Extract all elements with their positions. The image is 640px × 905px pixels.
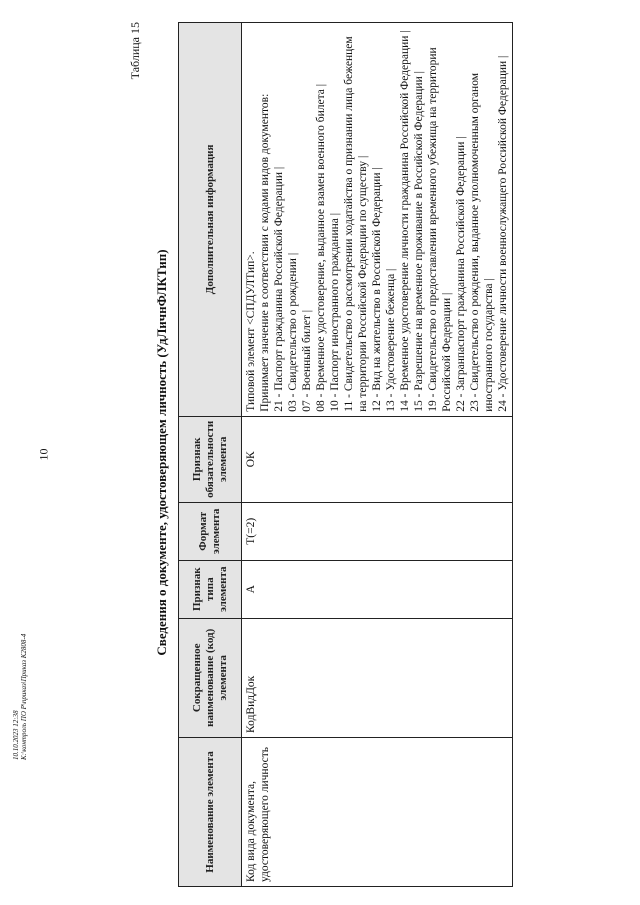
footer-note	[12, 634, 28, 760]
header-element-code: Сокращенное наименование (код) элемента	[179, 618, 242, 737]
document-table	[178, 22, 513, 887]
info-line: 23 - Свидетельство о рождении, выданное уполномоченным органом иностранного государства |	[469, 72, 495, 412]
cell-element-code: КодВидДок	[242, 618, 513, 737]
info-line: 19 - Свидетельство о предоставлении временного убежища на территории Российской Федерации |	[427, 47, 453, 412]
table-header-row	[179, 23, 242, 887]
cell-element-format: T(=2)	[242, 502, 513, 560]
header-element-format: Формат элемента	[179, 502, 242, 560]
cell-element-name: Код вида документа, удостоверяющего личность	[242, 737, 513, 886]
table-row	[242, 23, 513, 887]
info-line: 12 - Вид на жительство в Российской Федерации |	[371, 167, 383, 412]
info-line: 24 - Удостоверение личности военнослужащего Российской Федерации |	[497, 55, 509, 412]
table-label: Таблица 15	[128, 22, 142, 80]
page-number: 10	[36, 448, 51, 461]
info-line: 14 - Временное удостоверение личности гражданина Российской Федерации |	[399, 30, 411, 412]
info-line: Типовой элемент <СПДУЛТип>.	[245, 251, 257, 412]
header-additional-info: Дополнительная информация	[179, 23, 242, 417]
footer-line-2: К:\контроль ПО Р\приказ\Приказ К2808-4	[20, 633, 28, 760]
info-line: 21 - Паспорт гражданина Российской Федерации |	[273, 166, 285, 412]
info-line: 22 - Загранпаспорт гражданина Российской Федерации |	[455, 136, 467, 412]
table-caption: Сведения о документе, удостоверяющем личность (УдЛичнФЛКТип)	[154, 249, 169, 656]
cell-additional-info	[242, 23, 513, 417]
rotated-content	[120, 10, 640, 895]
info-line: 10 - Паспорт иностранного гражданина |	[329, 212, 341, 412]
footer-line-1: 10.10.2023 12:38	[12, 710, 20, 760]
info-line: Принимает значение в соответствии с кодами видов документов:	[259, 93, 271, 412]
info-line: 08 - Временное удостоверение, выданное взамен военного билета |	[315, 83, 327, 412]
info-line: 13 - Удостоверение беженца |	[385, 268, 397, 412]
cell-element-type: А	[242, 560, 513, 618]
header-element-name: Наименование элемента	[179, 737, 242, 886]
cell-element-required: ОК	[242, 416, 513, 502]
info-line: 03 - Свидетельство о рождении |	[287, 252, 299, 412]
header-element-type: Признак типа элемента	[179, 560, 242, 618]
header-element-required: Признак обязательности элемента	[179, 416, 242, 502]
info-line: 07 - Военный билет |	[301, 309, 313, 412]
info-line: 15 - Разрешение на временное проживание в Российской Федерации |	[413, 71, 425, 412]
info-line: 11 - Свидетельство о рассмотрении ходатайства о признании лица беженцем на территории Российской Федерации по существу |	[343, 36, 369, 412]
landscape-page	[120, 10, 640, 895]
